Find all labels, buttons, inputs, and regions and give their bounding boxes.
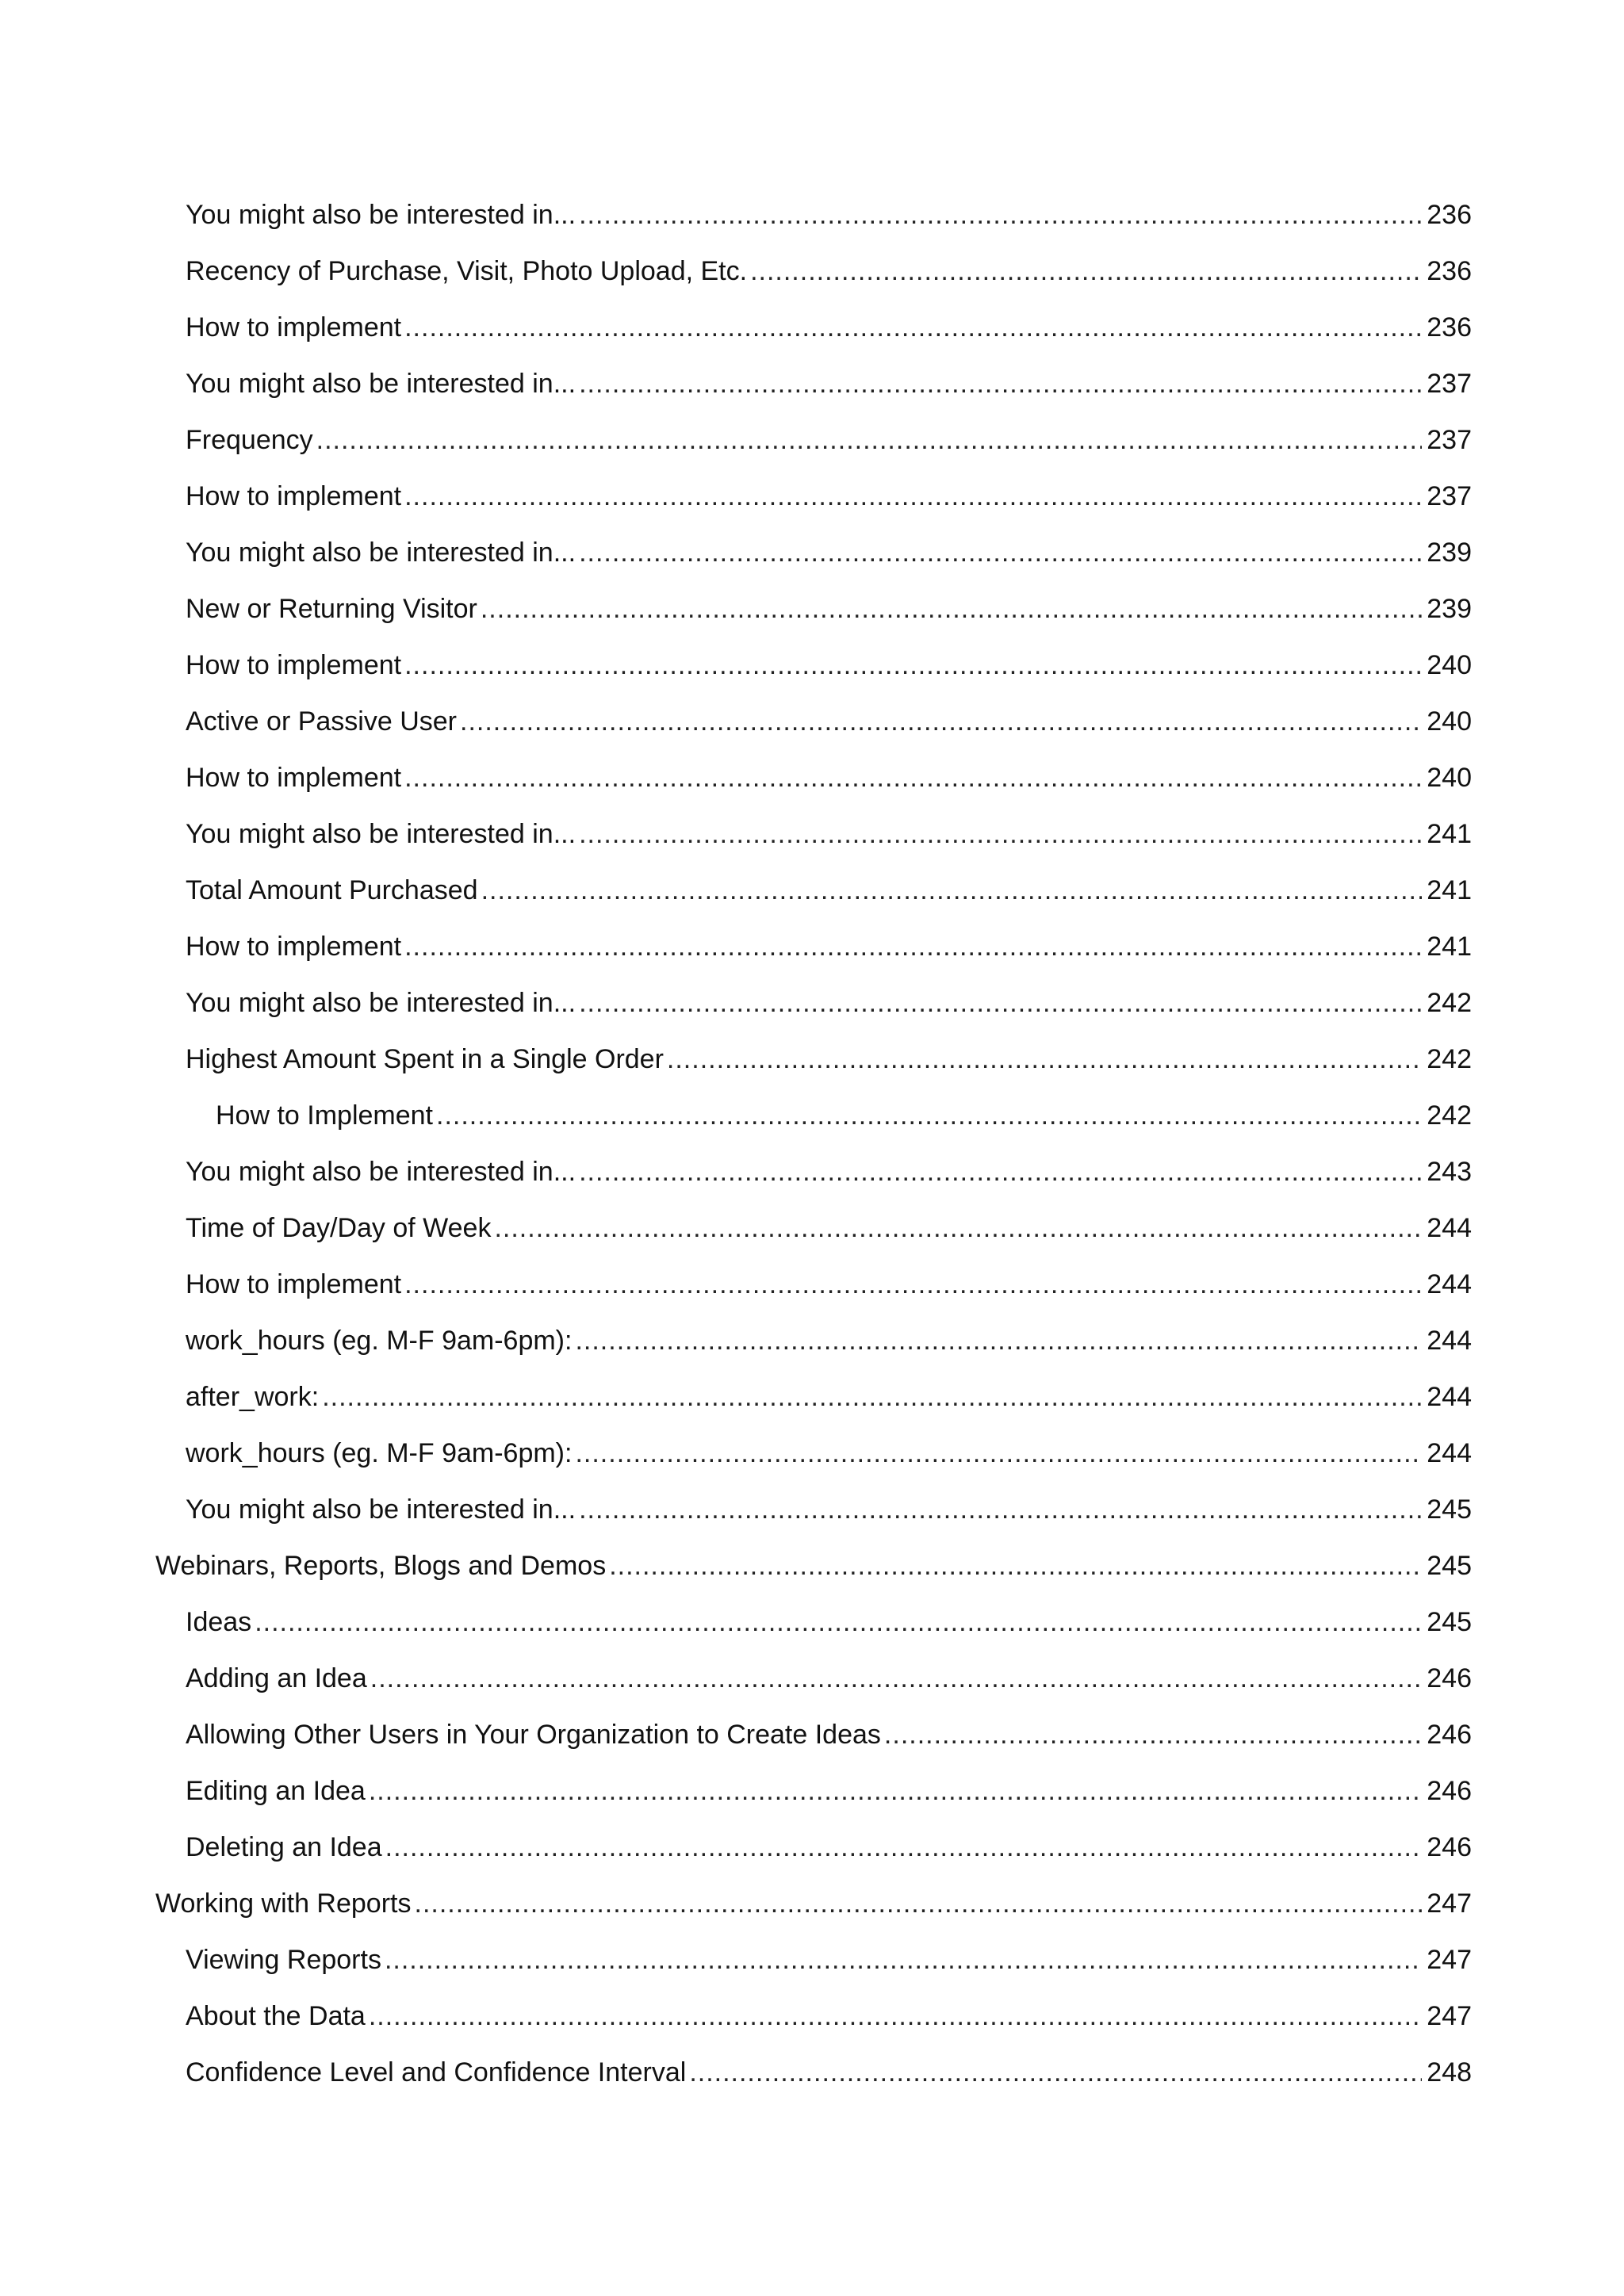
toc-entry-title: How to implement [186, 932, 402, 962]
toc-entry-page-number: 240 [1427, 706, 1472, 737]
toc-entry[interactable] [155, 1876, 1472, 1932]
toc-entry[interactable] [155, 975, 1472, 1031]
toc-dot-leader [404, 637, 1422, 694]
toc-entry-title: Webinars, Reports, Blogs and Demos [155, 1551, 607, 1581]
toc-dot-leader [579, 806, 1422, 863]
toc-entry[interactable] [155, 356, 1472, 412]
toc-entry-page-number: 246 [1427, 1663, 1472, 1693]
toc-entry-page-number: 239 [1427, 538, 1472, 568]
toc-entry-page-number: 246 [1427, 1720, 1472, 1750]
toc-entry-page-number: 236 [1427, 312, 1472, 342]
toc-entry-title: You might also be interested in... [186, 538, 576, 568]
toc-entry-page-number: 240 [1427, 650, 1472, 680]
toc-entry-page-number: 247 [1427, 1888, 1472, 1919]
toc-entry-page-number: 246 [1427, 1832, 1472, 1862]
toc-entry-title: Frequency [186, 425, 313, 455]
toc-entry[interactable] [155, 1820, 1472, 1876]
toc-entry[interactable] [155, 1257, 1472, 1313]
toc-entry[interactable] [155, 1932, 1472, 1988]
toc-entry-title: How to implement [186, 481, 402, 511]
toc-entry-title: How to implement [186, 312, 402, 342]
toc-dot-leader [689, 2045, 1422, 2101]
toc-entry-page-number: 245 [1427, 1607, 1472, 1637]
toc-entry-title: Adding an Idea [186, 1663, 367, 1693]
toc-entry-title: Editing an Idea [186, 1776, 366, 1806]
toc-entry[interactable] [155, 1369, 1472, 1425]
toc-entry-title: Highest Amount Spent in a Single Order [186, 1044, 664, 1074]
toc-dot-leader [385, 1932, 1422, 1988]
toc-entry[interactable] [155, 1988, 1472, 2045]
toc-entry-title: You might also be interested in... [186, 369, 576, 399]
toc-entry[interactable] [155, 469, 1472, 525]
toc-entry-page-number: 247 [1427, 2001, 1472, 2031]
toc-entry[interactable] [155, 1707, 1472, 1763]
toc-dot-leader [579, 1144, 1422, 1200]
toc-entry-title: Total Amount Purchased [186, 875, 478, 905]
toc-entry-title: Active or Passive User [186, 706, 457, 737]
toc-dot-leader [370, 1651, 1423, 1707]
toc-dot-leader [404, 750, 1422, 806]
toc-entry-page-number: 244 [1427, 1438, 1472, 1468]
toc-entry-title: You might also be interested in... [186, 988, 576, 1018]
toc-entry-page-number: 241 [1427, 819, 1472, 849]
toc-dot-leader [884, 1707, 1422, 1763]
toc-entry[interactable] [155, 637, 1472, 694]
toc-entry[interactable] [155, 863, 1472, 919]
toc-entry-page-number: 236 [1427, 200, 1472, 230]
toc-dot-leader [385, 1820, 1423, 1876]
toc-dot-leader [322, 1369, 1422, 1425]
toc-entry[interactable] [155, 2045, 1472, 2101]
toc-entry[interactable] [155, 806, 1472, 863]
toc-entry-title: Deleting an Idea [186, 1832, 382, 1862]
toc-entry-page-number: 244 [1427, 1269, 1472, 1299]
toc-dot-leader [481, 581, 1422, 637]
toc-entry[interactable] [155, 1031, 1472, 1088]
toc-entry-page-number: 241 [1427, 932, 1472, 962]
toc-entry[interactable] [155, 1425, 1472, 1482]
toc-entry[interactable] [155, 243, 1472, 300]
toc-entry-title: Recency of Purchase, Visit, Photo Upload, Etc. [186, 256, 748, 286]
toc-entry-title: You might also be interested in... [186, 200, 576, 230]
toc-dot-leader [579, 1482, 1422, 1538]
toc-entry-title: How to implement [186, 650, 402, 680]
toc-entry[interactable] [155, 694, 1472, 750]
toc-entry-title: Allowing Other Users in Your Organization to Create Ideas [186, 1720, 881, 1750]
toc-entry-title: You might also be interested in... [186, 1494, 576, 1525]
toc-entry-page-number: 244 [1427, 1382, 1472, 1412]
toc-entry[interactable] [155, 1763, 1472, 1820]
toc-dot-leader [460, 694, 1422, 750]
toc-entry-title: Working with Reports [155, 1888, 412, 1919]
toc-entry[interactable] [155, 1538, 1472, 1594]
toc-entry-page-number: 237 [1427, 425, 1472, 455]
toc-entry-title: About the Data [186, 2001, 366, 2031]
toc-dot-leader [415, 1876, 1423, 1932]
toc-entry-title: Confidence Level and Confidence Interval [186, 2057, 687, 2087]
toc-entry-page-number: 245 [1427, 1494, 1472, 1525]
toc-entry[interactable] [155, 1200, 1472, 1257]
toc-dot-leader [750, 243, 1422, 300]
toc-dot-leader [255, 1594, 1422, 1651]
toc-entry[interactable] [155, 1144, 1472, 1200]
toc-dot-leader [404, 919, 1422, 975]
toc-dot-leader [579, 975, 1422, 1031]
table-of-contents [155, 187, 1472, 2101]
toc-dot-leader [579, 356, 1422, 412]
toc-entry-title: You might also be interested in... [186, 1157, 576, 1187]
toc-dot-leader [494, 1200, 1422, 1257]
toc-entry[interactable] [155, 300, 1472, 356]
toc-dot-leader [369, 1763, 1422, 1820]
toc-entry-title: Time of Day/Day of Week [186, 1213, 492, 1243]
toc-entry[interactable] [155, 581, 1472, 637]
toc-entry[interactable] [155, 1651, 1472, 1707]
toc-dot-leader [404, 300, 1422, 356]
toc-entry-page-number: 242 [1427, 988, 1472, 1018]
toc-entry-title: How to implement [186, 763, 402, 793]
toc-entry-page-number: 243 [1427, 1157, 1472, 1187]
toc-entry-title: Viewing Reports [186, 1945, 381, 1975]
toc-entry-title: after_work: [186, 1382, 320, 1412]
toc-entry-page-number: 242 [1427, 1100, 1472, 1131]
toc-entry-page-number: 241 [1427, 875, 1472, 905]
toc-dot-leader [316, 412, 1423, 469]
toc-dot-leader [404, 1257, 1422, 1313]
toc-entry[interactable] [155, 919, 1472, 975]
toc-entry-title: work_hours (eg. M-F 9am-6pm): [186, 1326, 573, 1356]
toc-entry[interactable] [155, 1313, 1472, 1369]
toc-dot-leader [575, 1425, 1422, 1482]
toc-entry-page-number: 240 [1427, 763, 1472, 793]
toc-entry[interactable] [155, 1482, 1472, 1538]
toc-dot-leader [579, 187, 1422, 243]
toc-entry[interactable] [155, 1594, 1472, 1651]
toc-entry-title: New or Returning Visitor [186, 594, 477, 624]
toc-entry-title: How to implement [186, 1269, 402, 1299]
toc-dot-leader [436, 1088, 1422, 1144]
toc-dot-leader [404, 469, 1422, 525]
toc-entry-page-number: 244 [1427, 1213, 1472, 1243]
toc-entry-page-number: 246 [1427, 1776, 1472, 1806]
toc-dot-leader [667, 1031, 1422, 1088]
toc-dot-leader [575, 1313, 1422, 1369]
toc-entry-page-number: 242 [1427, 1044, 1472, 1074]
toc-dot-leader [481, 863, 1423, 919]
toc-entry-page-number: 237 [1427, 369, 1472, 399]
toc-entry-page-number: 244 [1427, 1326, 1472, 1356]
toc-entry-title: How to Implement [216, 1100, 433, 1131]
toc-entry-title: Ideas [186, 1607, 252, 1637]
toc-entry-page-number: 239 [1427, 594, 1472, 624]
toc-dot-leader [609, 1538, 1422, 1594]
toc-entry-page-number: 237 [1427, 481, 1472, 511]
toc-dot-leader [579, 525, 1422, 581]
toc-entry[interactable] [155, 750, 1472, 806]
toc-entry-title: work_hours (eg. M-F 9am-6pm): [186, 1438, 573, 1468]
toc-entry-page-number: 248 [1427, 2057, 1472, 2087]
toc-entry-page-number: 247 [1427, 1945, 1472, 1975]
toc-entry[interactable] [155, 412, 1472, 469]
toc-entry[interactable] [155, 1088, 1472, 1144]
toc-entry-page-number: 245 [1427, 1551, 1472, 1581]
toc-entry-page-number: 236 [1427, 256, 1472, 286]
toc-dot-leader [369, 1988, 1422, 2045]
toc-entry-title: You might also be interested in... [186, 819, 576, 849]
toc-entry[interactable] [155, 525, 1472, 581]
toc-entry[interactable] [155, 187, 1472, 243]
